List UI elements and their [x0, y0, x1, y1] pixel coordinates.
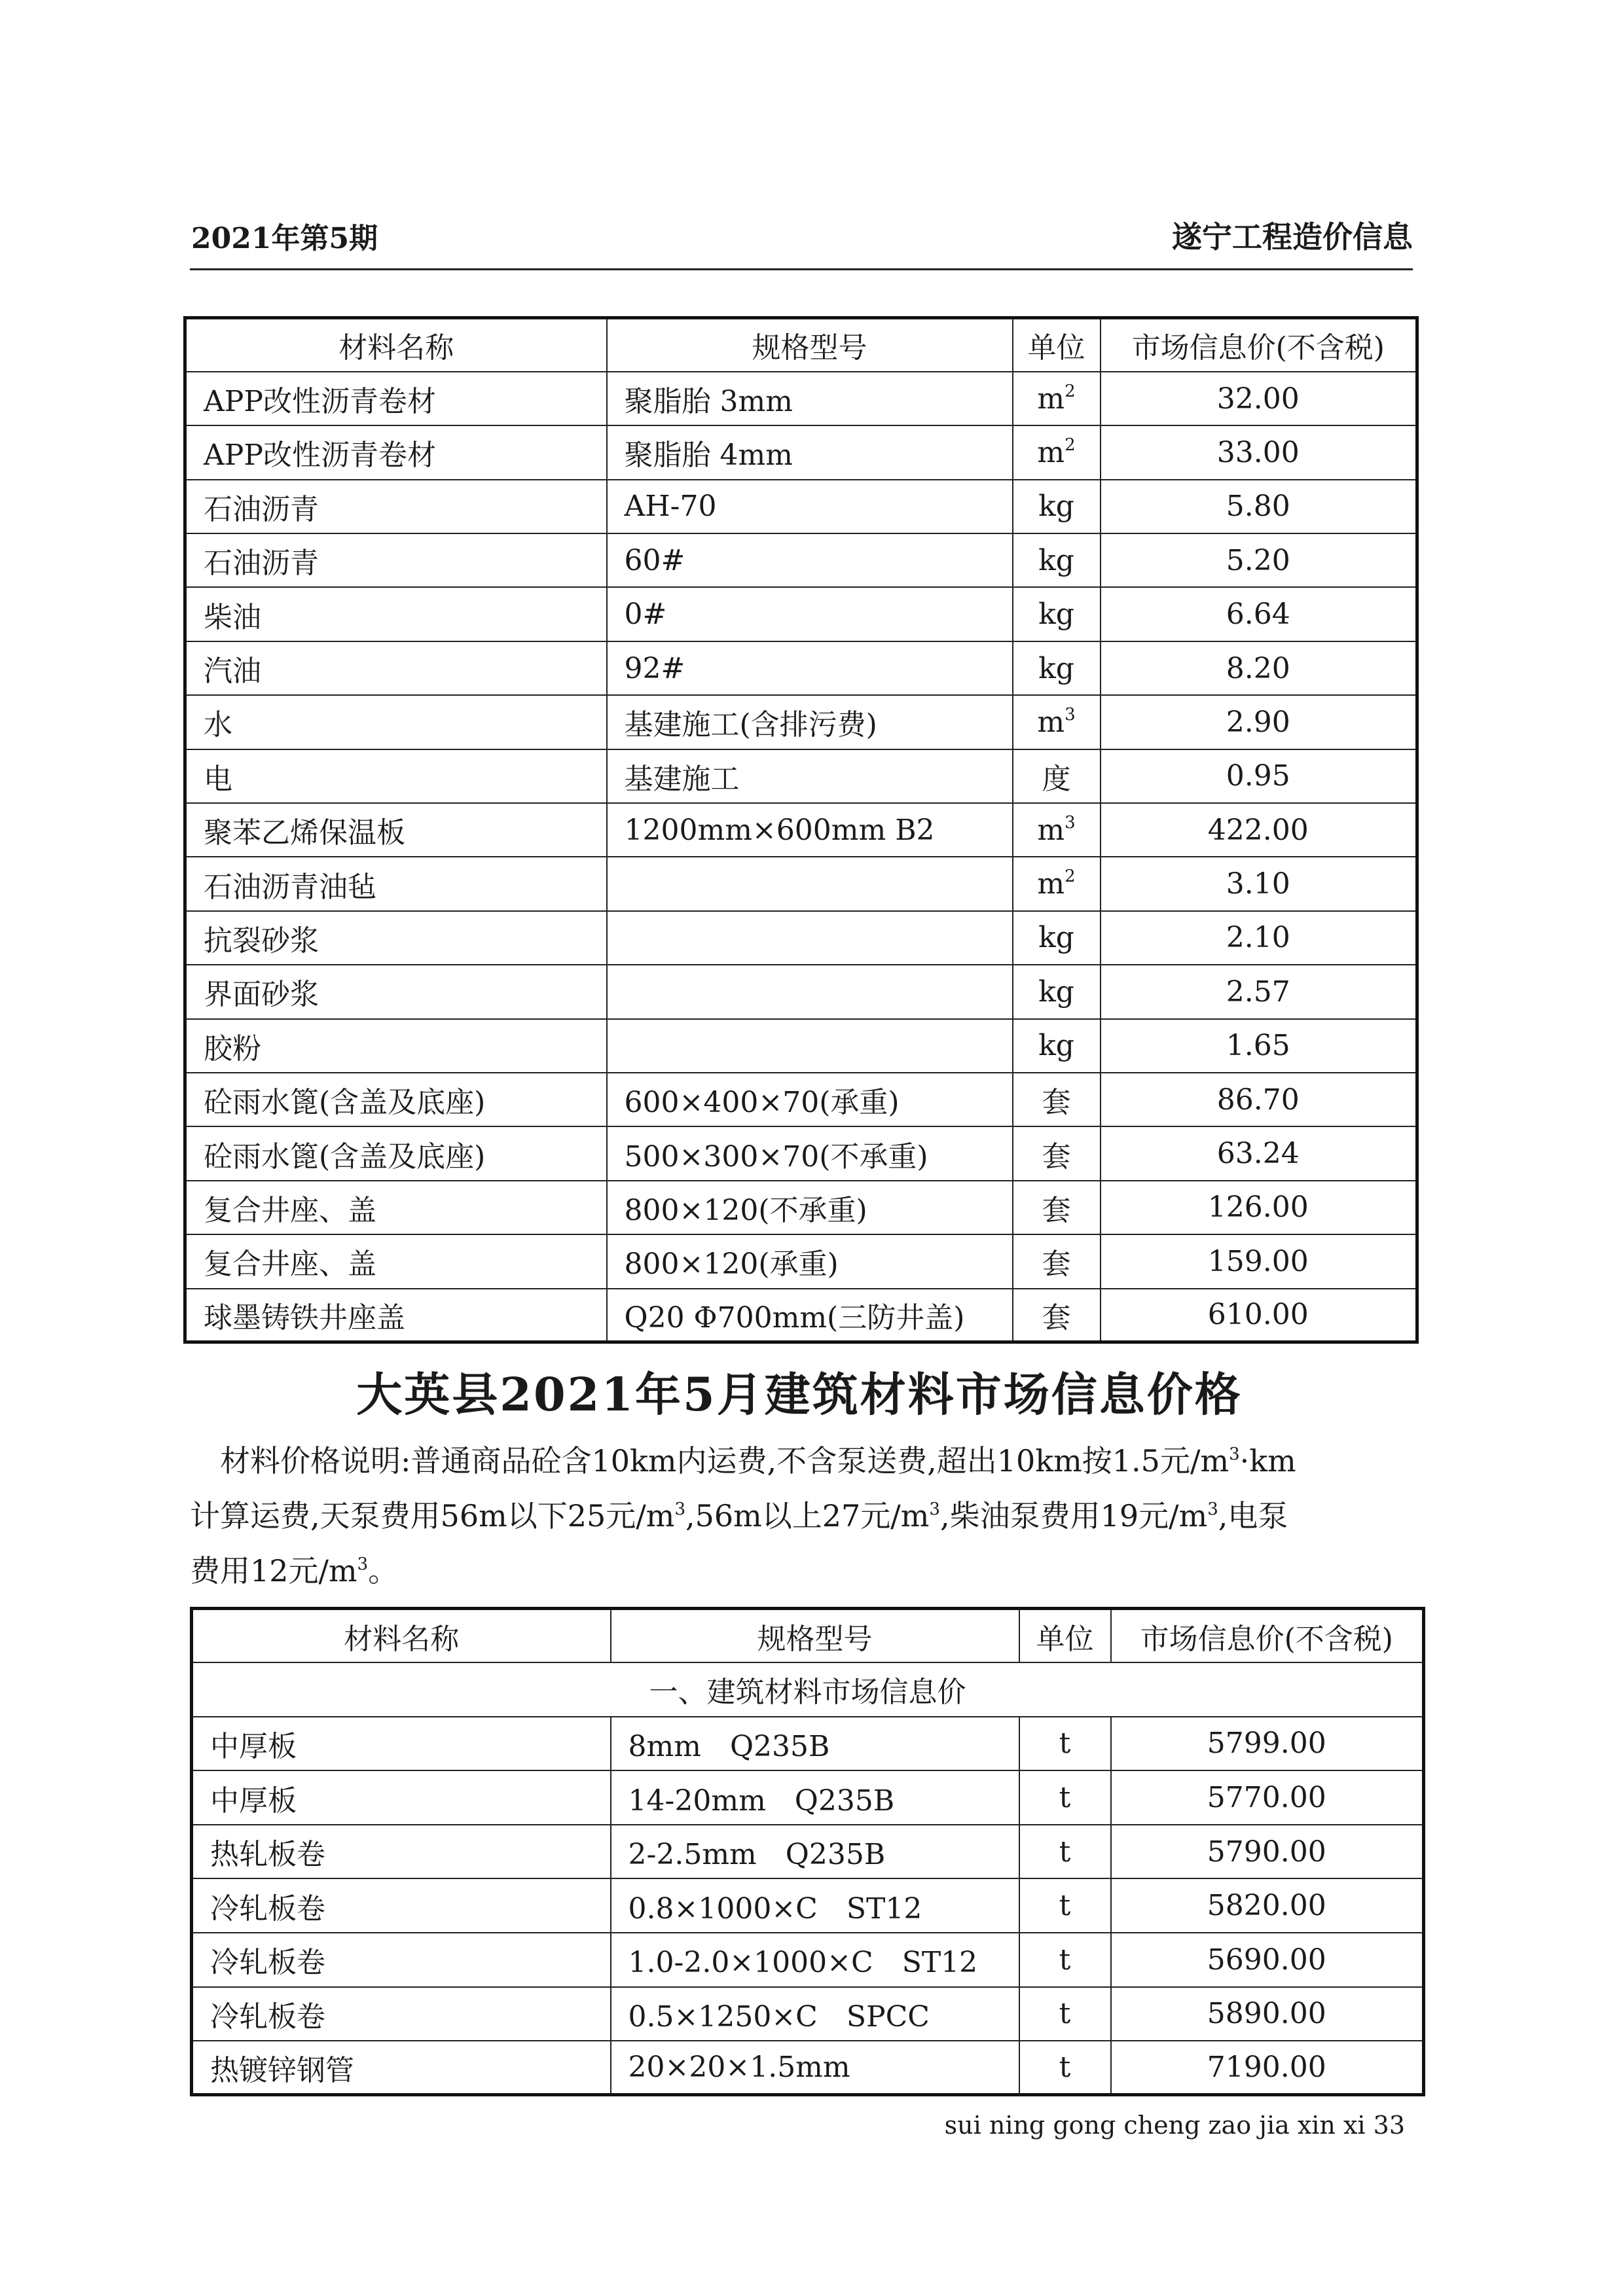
column-header-unit: 单位: [1019, 1609, 1111, 1663]
material-spec: 1200mm×600mm B2: [607, 803, 1013, 857]
table-row: [192, 1987, 1424, 2041]
material-price: 5799.00: [1111, 1717, 1424, 1771]
material-spec: 0#: [607, 587, 1013, 641]
table-row: [185, 803, 1417, 857]
table-row: [185, 965, 1417, 1018]
material-unit: kg: [1013, 587, 1101, 641]
price-table-2: [190, 1607, 1425, 2096]
table-row: [192, 1878, 1424, 1933]
material-name: 电: [185, 749, 607, 803]
material-spec: Q20 Φ700mm(三防井盖): [607, 1289, 1013, 1342]
table-row: [185, 1289, 1417, 1342]
material-price: 2.90: [1101, 695, 1417, 749]
material-unit: 套: [1013, 1181, 1101, 1234]
page-header: [190, 209, 1413, 270]
material-spec: [607, 911, 1013, 965]
material-name: 砼雨水篦(含盖及底座): [185, 1073, 607, 1126]
note-line-2: 计算运费,天泵费用56m以下25元$/m^3,56m$以上27元$/m^3$,柴油泵费用19元$/m^3$,电泵: [190, 1498, 1288, 1534]
material-unit: 度: [1013, 749, 1101, 803]
material-name: 抗裂砂浆: [185, 911, 607, 965]
table-body: [192, 1662, 1424, 2095]
material-price: 32.00: [1101, 372, 1417, 425]
table-row: [185, 425, 1417, 479]
material-spec: 600×400×70(承重): [607, 1073, 1013, 1126]
material-spec: 92#: [607, 641, 1013, 695]
material-spec: 2-2.5mm Q235B: [611, 1825, 1019, 1879]
material-unit: t: [1019, 1987, 1111, 2041]
material-price: 8.20: [1101, 641, 1417, 695]
table-row: [185, 1126, 1417, 1180]
material-price: 7190.00: [1111, 2041, 1424, 2095]
price-note: [190, 1433, 1421, 1598]
material-price: 63.24: [1101, 1126, 1417, 1180]
material-spec: 0.8×1000×C ST12: [611, 1878, 1019, 1933]
material-unit: t: [1019, 1717, 1111, 1771]
material-spec: [607, 965, 1013, 1018]
note-line-1: 材料价格说明:普通商品砼含10km内运费,不含泵送费,超出10km按1.5元$/m^3\cdot km$: [220, 1443, 1296, 1479]
material-price: 5770.00: [1111, 1770, 1424, 1825]
table-header-row: [185, 318, 1417, 372]
table-row: [185, 1181, 1417, 1234]
material-spec: 500×300×70(不承重): [607, 1126, 1013, 1180]
material-name: 冷轧板卷: [192, 1878, 611, 1933]
material-price: 2.57: [1101, 965, 1417, 1018]
material-unit: kg: [1013, 533, 1101, 587]
material-price: 2.10: [1101, 911, 1417, 965]
price-table-1: [183, 316, 1419, 1344]
issue-label: 2021年第5期: [191, 222, 378, 255]
material-name: 聚苯乙烯保温板: [185, 803, 607, 857]
material-name: 复合井座、盖: [185, 1234, 607, 1288]
material-price: 126.00: [1101, 1181, 1417, 1234]
material-spec: 14-20mm Q235B: [611, 1770, 1019, 1825]
section-row: [192, 1662, 1424, 1717]
material-name: 热镀锌钢管: [192, 2041, 611, 2095]
material-unit: kg: [1013, 1019, 1101, 1073]
material-price: 86.70: [1101, 1073, 1417, 1126]
material-price: 5.20: [1101, 533, 1417, 587]
material-price: 0.95: [1101, 749, 1417, 803]
publication-title: 遂宁工程造价信息: [1172, 219, 1413, 255]
material-unit: kg: [1013, 965, 1101, 1018]
table-header-row: [192, 1609, 1424, 1663]
material-name: APP改性沥青卷材: [185, 372, 607, 425]
material-spec: [607, 857, 1013, 910]
material-unit: 套: [1013, 1289, 1101, 1342]
column-header-name: 材料名称: [185, 318, 607, 372]
material-unit: $m^3$: [1013, 695, 1101, 749]
material-unit: kg: [1013, 480, 1101, 533]
material-name: 石油沥青: [185, 533, 607, 587]
table-row: [185, 1073, 1417, 1126]
material-unit: 套: [1013, 1126, 1101, 1180]
column-header-spec: 规格型号: [607, 318, 1013, 372]
material-name: 球墨铸铁井座盖: [185, 1289, 607, 1342]
material-name: 冷轧板卷: [192, 1987, 611, 2041]
material-spec: 基建施工(含排污费): [607, 695, 1013, 749]
note-line-3: 费用12元$/m^3$。: [190, 1553, 399, 1588]
material-unit: $m^3$: [1013, 803, 1101, 857]
material-name: 砼雨水篦(含盖及底座): [185, 1126, 607, 1180]
page-footer: sui ning gong cheng zao jia xin xi 33: [944, 2111, 1405, 2140]
table-row: [192, 2041, 1424, 2095]
table-row: [185, 857, 1417, 910]
material-unit: kg: [1013, 641, 1101, 695]
material-unit: t: [1019, 1878, 1111, 1933]
material-price: 5.80: [1101, 480, 1417, 533]
material-unit: 套: [1013, 1234, 1101, 1288]
table-row: [185, 480, 1417, 533]
material-unit: $m^2$: [1013, 425, 1101, 479]
material-spec: 聚脂胎 3mm: [607, 372, 1013, 425]
material-spec: 20×20×1.5mm: [611, 2041, 1019, 2095]
material-name: 胶粉: [185, 1019, 607, 1073]
material-unit: $m^2$: [1013, 372, 1101, 425]
material-price: 422.00: [1101, 803, 1417, 857]
table-row: [185, 587, 1417, 641]
table-row: [185, 533, 1417, 587]
material-spec: 基建施工: [607, 749, 1013, 803]
material-unit: t: [1019, 2041, 1111, 2095]
material-price: 159.00: [1101, 1234, 1417, 1288]
table-row: [185, 1019, 1417, 1073]
section-title: 大英县2021年5月建筑材料市场信息价格: [356, 1367, 1243, 1422]
column-header-spec: 规格型号: [611, 1609, 1019, 1663]
material-price: 3.10: [1101, 857, 1417, 910]
material-name: 水: [185, 695, 607, 749]
material-name: 石油沥青: [185, 480, 607, 533]
table-row: [185, 695, 1417, 749]
material-spec: AH-70: [607, 480, 1013, 533]
material-price: 610.00: [1101, 1289, 1417, 1342]
table-row: [192, 1933, 1424, 1987]
material-name: 冷轧板卷: [192, 1933, 611, 1987]
table-row: [192, 1770, 1424, 1825]
material-name: 石油沥青油毡: [185, 857, 607, 910]
material-spec: 60#: [607, 533, 1013, 587]
material-spec: 1.0-2.0×1000×C ST12: [611, 1933, 1019, 1987]
material-price: 5890.00: [1111, 1987, 1424, 2041]
material-name: APP改性沥青卷材: [185, 425, 607, 479]
table-row: [185, 641, 1417, 695]
material-unit: $m^2$: [1013, 857, 1101, 910]
column-header-price: 市场信息价(不含税): [1111, 1609, 1424, 1663]
material-spec: 聚脂胎 4mm: [607, 425, 1013, 479]
section-label: 一、建筑材料市场信息价: [192, 1662, 1424, 1717]
material-name: 汽油: [185, 641, 607, 695]
material-name: 热轧板卷: [192, 1825, 611, 1879]
table-row: [185, 911, 1417, 965]
table-row: [192, 1825, 1424, 1879]
material-price: 1.65: [1101, 1019, 1417, 1073]
material-spec: 800×120(承重): [607, 1234, 1013, 1288]
material-spec: 800×120(不承重): [607, 1181, 1013, 1234]
material-unit: kg: [1013, 911, 1101, 965]
material-spec: [607, 1019, 1013, 1073]
material-spec: 8mm Q235B: [611, 1717, 1019, 1771]
material-price: 6.64: [1101, 587, 1417, 641]
material-unit: t: [1019, 1933, 1111, 1987]
material-price: 5790.00: [1111, 1825, 1424, 1879]
material-price: 5820.00: [1111, 1878, 1424, 1933]
material-spec: 0.5×1250×C SPCC: [611, 1987, 1019, 2041]
table-row: [192, 1717, 1424, 1771]
table-body: [185, 372, 1417, 1342]
material-price: 33.00: [1101, 425, 1417, 479]
column-header-price: 市场信息价(不含税): [1101, 318, 1417, 372]
table-row: [185, 372, 1417, 425]
table-row: [185, 1234, 1417, 1288]
column-header-unit: 单位: [1013, 318, 1101, 372]
material-unit: t: [1019, 1770, 1111, 1825]
material-name: 界面砂浆: [185, 965, 607, 1018]
column-header-name: 材料名称: [192, 1609, 611, 1663]
material-name: 中厚板: [192, 1717, 611, 1771]
material-name: 柴油: [185, 587, 607, 641]
material-name: 中厚板: [192, 1770, 611, 1825]
material-unit: t: [1019, 1825, 1111, 1879]
material-name: 复合井座、盖: [185, 1181, 607, 1234]
material-unit: 套: [1013, 1073, 1101, 1126]
table-row: [185, 749, 1417, 803]
material-price: 5690.00: [1111, 1933, 1424, 1987]
